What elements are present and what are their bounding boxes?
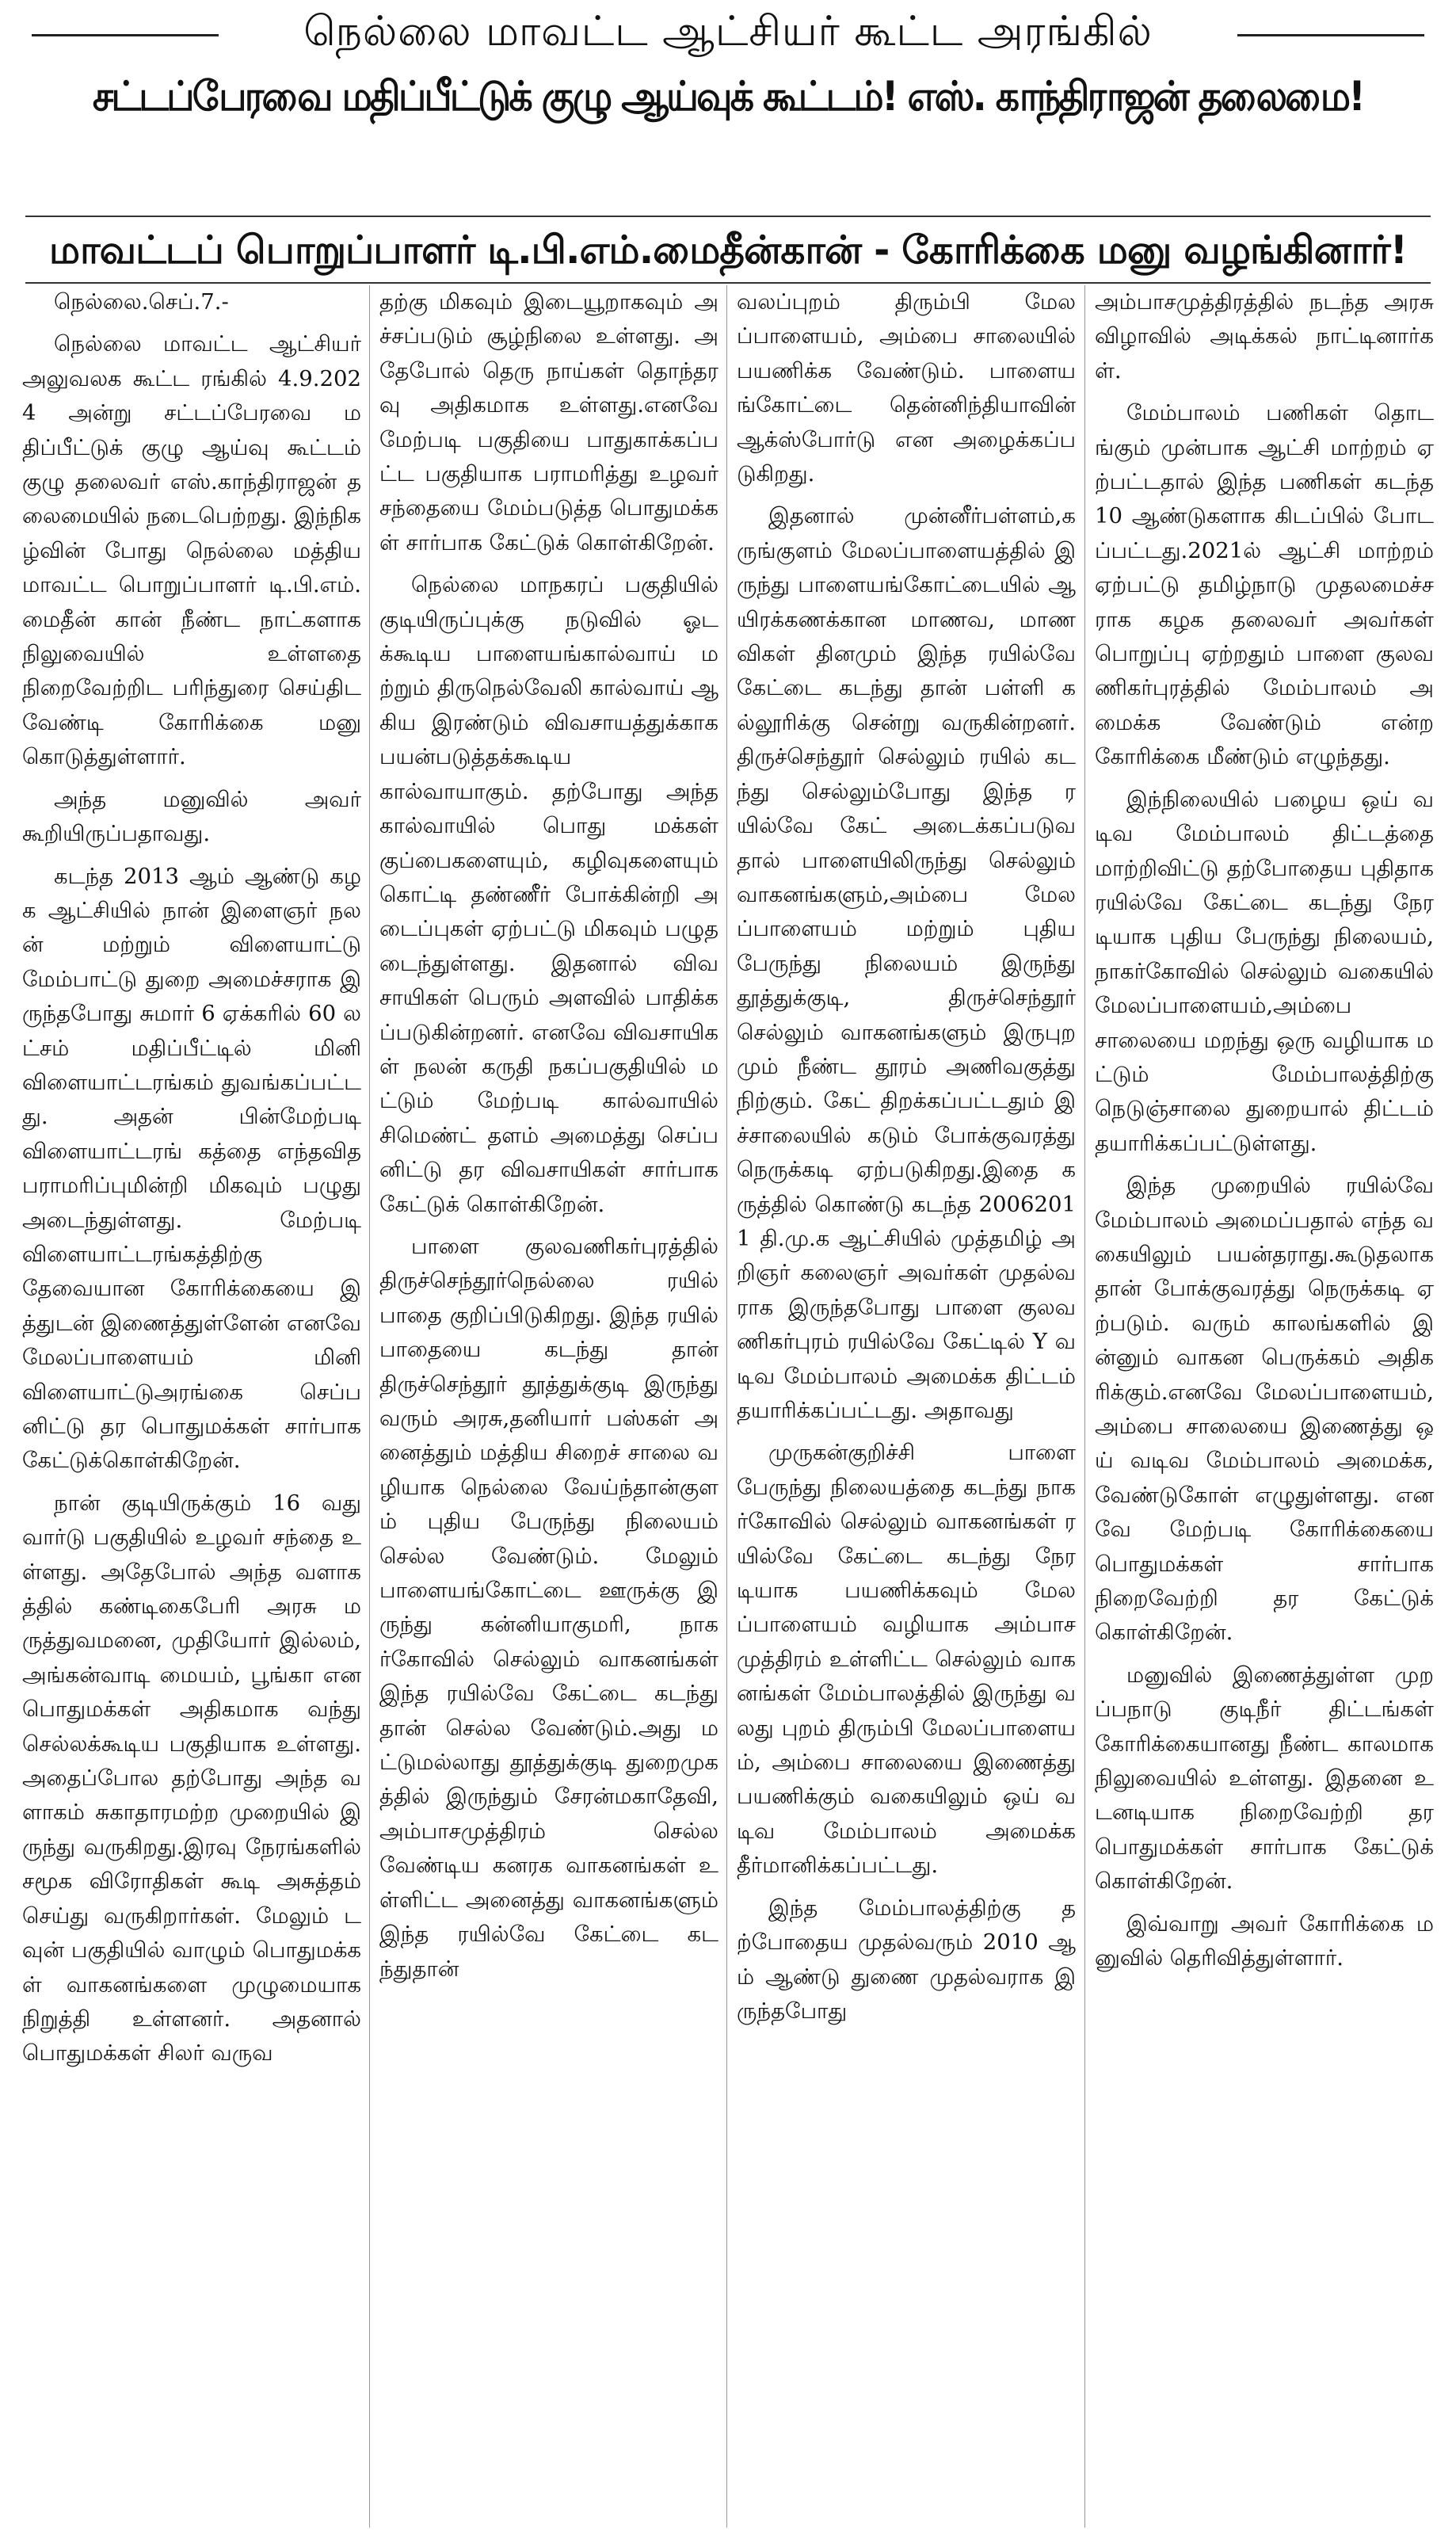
paragraph: முருகன்குறிச்சி பாளை பேருந்து நிலையத்தை கடந்து நாகர்கோவில் செல்லும் வாகனங்கள் ரயில்வே கேட்டை கடந்து நேரடியாக பயணிக்கவும் மேலப்பாளையம் வழியாக அம்பாசமுத்திரம் உள்ளிட்ட செல்லும் வாகனங்கள் மேம்பாலத்தில் இருந்து வலது புறம் திரும்பி மேலப்பாளையம், அம்பை சாலையை இணைத்து பயணிக்கும் வகையிலும் ஒய் வடிவ மேம்பாலம் அமைக்க தீர்மானிக்கப்பட்டது. — [737, 1440, 1076, 1879]
article-column-4 — [1095, 285, 1434, 2528]
paragraph: மனுவில் இணைத்துள்ள முறப்பநாடு குடிநீர் திட்டங்கள் கோரிக்கையானது நீண்ட காலமாக நிலுவையில் உள்ளது. இதனை உடனடியாக நிறைவேற்றி தர பொதுமக்கள் சார்பாக கேட்டுக் கொள்கிறேன். — [1095, 1662, 1434, 1895]
dateline: நெல்லை.செப்.7.- — [54, 289, 229, 315]
article-column-1 — [22, 285, 361, 2528]
subheadline: மாவட்டப் பொறுப்பாளர் டி.பி.எம்.மைதீன்கான் - கோரிக்கை மனு வழங்கினார்! — [49, 228, 1407, 273]
paragraph: இந்த முறையில் ரயில்வே மேம்பாலம் அமைப்பதால் எந்த வகையிலும் பயன்தராது.கூடுதலாக தான் போக்குவரத்து நெருக்கடி ஏற்படும். வரும் காலங்களில் இன்னும் வாகன பெருக்கம் அதிகரிக்கும்.எனவே மேலப்பாளையம், அம்பை சாலையை இணைத்து ஒய் வடிவ மேம்பாலம் அமைக்க, வேண்டுகோள் எழுதுள்ளது. எனவே மேற்படி கோரிக்கையை பொதுமக்கள் சார்பாக நிறைவேற்றி தர கேட்டுக் கொள்கிறேன். — [1095, 1173, 1434, 1646]
paragraph: மேம்பாலம் பணிகள் தொடங்கும் முன்பாக ஆட்சி மாற்றம் ஏற்பட்டதால் இந்த பணிகள் கடந்த 10 ஆண்டுகளாக கிடப்பில் போடப்பட்டது.2021ல் ஆட்சி மாற்றம் ஏற்பட்டு தமிழ்நாடு முதலமைச்சராக கழக தலைவர் அவர்கள் பொறுப்பு ஏற்றதும் பாளை குலவணிகர்புரத்தில் மேம்பாலம் அமைக்க வேண்டும் என்ற கோரிக்கை மீண்டும் எழுந்தது. — [1095, 400, 1434, 770]
column-divider — [369, 285, 370, 2528]
paragraph: வலப்புறம் திரும்பி மேலப்பாளையம், அம்பை சாலையில் பயணிக்க வேண்டும். பாளையங்கோட்டை தென்னிந்தியாவின் ஆக்ஸ்போர்டு என அழைக்கப்படுகிறது. — [737, 289, 1076, 487]
headline: சட்டப்பேரவை மதிப்பீட்டுக் குழு ஆய்வுக் கூட்டம்! எஸ். காந்திராஜன் தலைமை! — [92, 73, 1364, 120]
paragraph: தற்கு மிகவும் இடையூறாகவும் அச்சப்படும் சூழ்நிலை உள்ளது. அதேபோல் தெரு நாய்கள் தொந்தரவு அதிகமாக உள்ளது.எனவே மேற்படி பகுதியை பாதுகாக்கப்பட்ட பகுதியாக பராமரித்து உழவர் சந்தையை மேம்படுத்த பொதுமக்கள் சார்பாக கேட்டுக் கொள்கிறேன். — [379, 289, 718, 555]
paragraph: அம்பாசமுத்திரத்தில் நடந்த அரசு விழாவில் அடிக்கல் நாட்டினார்கள். — [1095, 289, 1434, 384]
paragraph: இதனால் முன்னீர்பள்ளம்,கருங்குளம் மேலப்பாளையத்தில் இருந்து பாளையங்கோட்டையில் ஆயிரக்கணக்கான மாணவ, மாணவிகள் தினமும் இந்த ரயில்வே கேட்டை கடந்து தான் பள்ளி கல்லூரிக்கு சென்று வருகின்றனர். திருச்செந்தூர் செல்லும் ரயில் கடந்து செல்லும்போது இந்த ரயில்வே கேட் அடைக்கப்படுவதால் பாளையிலிருந்து செல்லும் வாகனங்களும்,அம்பை மேலப்பாளையம் மற்றும் புதிய பேருந்து நிலையம் இருந்து தூத்துக்குடி, திருச்செந்தூர் செல்லும் வாகனங்களும் இருபுறமும் நீண்ட தூரம் அணிவகுத்து நிற்கும். கேட் திறக்கப்பட்டதும் இச்சாலையில் கடும் போக்குவரத்து நெருக்கடி ஏற்படுகிறது.இதை கருத்தில் கொண்டு கடந்த 20062011 தி.மு.க ஆட்சியில் முத்தமிழ் அறிஞர் கலைஞர் அவர்கள் முதல்வராக இருந்தபோது பாளை குலவணிகர்புரம் ரயில்வே கேட்டில் Y வடிவ மேம்பாலம் அமைக்க திட்டம் தயாரிக்கப்பட்டது. அதாவது — [737, 503, 1076, 1423]
kicker-rule-left — [32, 34, 219, 36]
article-column-2 — [379, 285, 718, 2528]
article-column-3 — [737, 285, 1076, 2528]
paragraph: நெல்லை மாநகரப் பகுதியில் குடியிருப்புக்கு நடுவில் ஓடக்கூடிய பாளையங்கால்வாய் மற்றும் திருநெல்வேலி கால்வாய் ஆகிய இரண்டும் விவசாயத்துக்காக பயன்படுத்தக்கூடிய கால்வாயாகும். தற்போது அந்த கால்வாயில் பொது மக்கள் குப்பைகளையும், கழிவுகளையும் கொட்டி தண்ணீர் போக்கின்றி அடைப்புகள் ஏற்பட்டு மிகவும் பழுதடைந்துள்ளது. இதனால் விவசாயிகள் பெரும் அளவில் பாதிக்கப்படுகின்றனர். எனவே விவசாயிகள் நலன் கருதி நகப்பகுதியில் மட்டும் மேற்படி கால்வாயில் சிமெண்ட் தளம் அமைத்து செப்பனிட்டு தர விவசாயிகள் சார்பாக கேட்டுக் கொள்கிறேன். — [379, 572, 718, 1217]
paragraph: இந்த மேம்பாலத்திற்கு தற்போதைய முதல்வரும் 2010 ஆம் ஆண்டு துணை முதல்வராக இருந்தபோது — [737, 1895, 1076, 2024]
column-divider — [1084, 285, 1085, 2528]
paragraph: பாளை குலவணிகர்புரத்தில் திருச்செந்தூர்நெல்லை ரயில் பாதை குறிப்பிடுகிறது. இந்த ரயில் பாதையை கடந்து தான் திருச்செந்தூர் தூத்துக்குடி இருந்து வரும் அரசு,தனியார் பஸ்கள் அனைத்தும் மத்திய சிறைச் சாலை வழியாக நெல்லை வேய்ந்தான்குளம் புதிய பேருந்து நிலையம் செல்ல வேண்டும். மேலும் பாளையங்கோட்டை ஊருக்கு இருந்து கன்னியாகுமரி, நாகர்கோவில் செல்லும் வாகனங்கள் இந்த ரயில்வே கேட்டை கடந்து தான் செல்ல வேண்டும்.அது மட்டுமல்லாது தூத்துக்குடி துறைமுகத்தில் இருந்தும் சேரன்மகாதேவி, அம்பாசமுத்திரம் செல்ல வேண்டிய கனரக வாகனங்கள் உள்ளிட்ட அனைத்து வாகனங்களும் இந்த ரயில்வே கேட்டை கடந்துதான் — [379, 1233, 718, 1982]
paragraph: கடந்த 2013 ஆம் ஆண்டு கழக ஆட்சியில் நான் இளைஞர் நலன் மற்றும் விளையாட்டு மேம்பாட்டு துறை அமைச்சராக இருந்தபோது சுமார் 6 ஏக்கரில் 60 லட்சம் மதிப்பீட்டில் மினி விளையாட்டரங்கம் துவங்கப்பட்டது. அதன் பின்மேற்படி விளையாட்டரங் கத்தை எந்தவித பராமரிப்புமின்றி மிகவும் பழுது அடைந்துள்ளது. மேற்படி விளையாட்டரங்கத்திற்கு தேவையான கோரிக்கையை இத்துடன் இணைத்துள்ளேன் எனவே மேலப்பாளையம் மினி விளையாட்டுஅரங்கை செப்பனிட்டு தர பொதுமக்கள் சார்பாக கேட்டுக்கொள்கிறேன். — [22, 863, 361, 1474]
column-divider — [726, 285, 727, 2528]
divider-bottom — [25, 282, 1431, 284]
kicker-rule-right — [1237, 34, 1424, 36]
divider-top — [25, 216, 1431, 217]
paragraph: இந்நிலையில் பழைய ஒய் வடிவ மேம்பாலம் திட்டத்தை மாற்றிவிட்டு தற்போதைய புதிதாக ரயில்வே கேட்டை கடந்து நேரடியாக புதிய பேருந்து நிலையம்,நாகர்கோவில் செல்லும் வகையில் மேலப்பாளையம்,அம்பை சாலையை மறந்து ஒரு வழியாக மட்டும் மேம்பாலத்திற்கு நெடுஞ்சாலை துறையால் திட்டம் தயாரிக்கப்பட்டுள்ளது. — [1095, 786, 1434, 1156]
paragraph: நான் குடியிருக்கும் 16 வது வார்டு பகுதியில் உழவர் சந்தை உள்ளது. அதேபோல் அந்த வளாகத்தில் கண்டிகைபேரி அரசு மருத்துவமனை, முதியோர் இல்லம்,அங்கன்வாடி மையம், பூங்கா என பொதுமக்கள் அதிகமாக வந்து செல்லக்கூடிய பகுதியாக உள்ளது. அதைப்போல தற்போது அந்த வளாகம் சுகாதாரமற்ற முறையில் இருந்து வருகிறது.இரவு நேரங்களில் சமூக விரோதிகள் கூடி அசுத்தம் செய்து வருகிறார்கள். மேலும் டவுன் பகுதியில் வாழும் பொதுமக்கள் வாகனங்களை முழுமையாக நிறுத்தி உள்ளனர். அதனால் பொதுமக்கள் சிலர் வருவ — [22, 1490, 361, 2067]
paragraph: அந்த மனுவில் அவர் கூறியிருப்பதாவது. — [22, 786, 361, 847]
paragraph: இவ்வாறு அவர் கோரிக்கை மனுவில் தெரிவித்துள்ளார். — [1095, 1910, 1434, 1971]
paragraph: நெல்லை மாவட்ட ஆட்சியர் அலுவலக கூட்ட ரங்கில் 4.9.2024 அன்று சட்டப்பேரவை மதிப்பீட்டுக் குழு ஆய்வு கூட்டம் குழு தலைவர் எஸ்.காந்திராஜன் தலைமையில் நடைபெற்றது. இந்நிகழ்வின் போது நெல்லை மத்திய மாவட்ட பொறுப்பாளர் டி.பி.எம். மைதீன் கான் நீண்ட நாட்களாக நிலுவையில் உள்ளதை நிறைவேற்றிட பரிந்துரை செய்திட வேண்டி கோரிக்கை மனு கொடுத்துள்ளார். — [22, 331, 361, 770]
kicker-banner — [0, 0, 1456, 68]
article-body — [22, 285, 1434, 2528]
kicker-text: நெல்லை மாவட்ட ஆட்சியர் கூட்ட அரங்கில் — [288, 8, 1168, 61]
